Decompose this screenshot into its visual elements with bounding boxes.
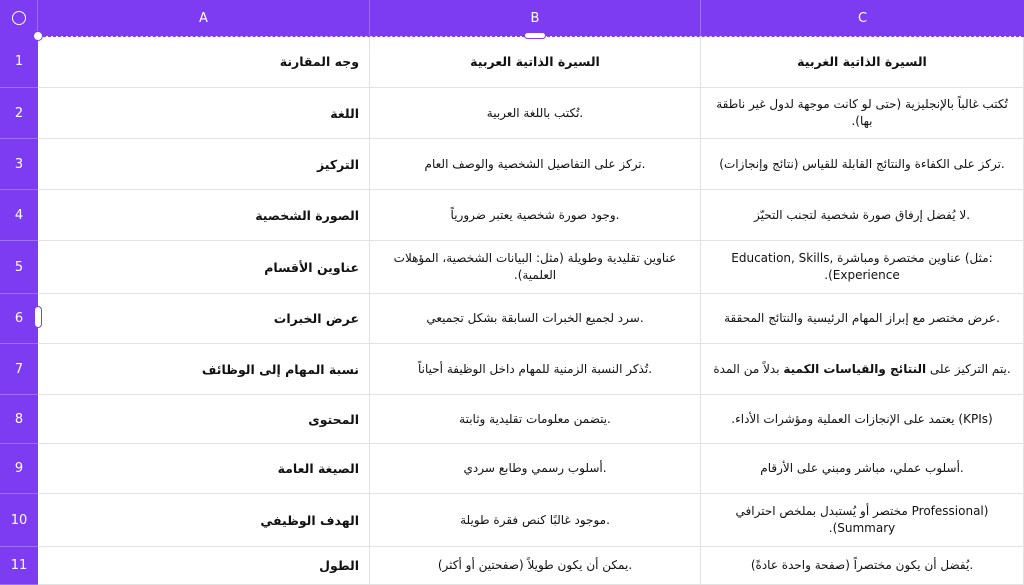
row-header[interactable]: 2 — [0, 88, 38, 139]
cell-a[interactable]: عناوين الأقسام — [38, 241, 370, 294]
cell-c[interactable]: .لا يُفضل إرفاق صورة شخصية لتجنب التحيّز — [701, 190, 1024, 241]
row-header[interactable]: 3 — [0, 139, 38, 190]
column-header-a[interactable]: A — [38, 0, 370, 36]
cell-c[interactable]: .تركز على الكفاءة والنتائج القابلة للقياس (نتائج وإنجازات) — [701, 139, 1024, 190]
cell-c[interactable]: السيرة الذاتية الغربية — [701, 36, 1024, 88]
resize-handle-left[interactable] — [34, 306, 42, 328]
circle-icon — [12, 11, 26, 25]
row-header[interactable]: 7 — [0, 344, 38, 395]
select-all-button[interactable] — [0, 0, 38, 36]
cell-c[interactable]: (KPIs) يعتمد على الإنجازات العملية ومؤشرات الأداء. — [701, 395, 1024, 444]
row-header[interactable]: 6 — [0, 294, 38, 344]
row-header[interactable]: 8 — [0, 395, 38, 444]
cell-a[interactable]: الصورة الشخصية — [38, 190, 370, 241]
row-header[interactable]: 10 — [0, 494, 38, 547]
cell-c[interactable]: (Professional مختصر أو يُستبدل بملخص احترافي Summary). — [701, 494, 1024, 547]
cell-a[interactable]: نسبة المهام إلى الوظائف — [38, 344, 370, 395]
column-header-c[interactable]: C — [701, 0, 1024, 36]
cell-b[interactable]: عناوين تقليدية وطويلة (مثل: البيانات الشخصية، المؤهلات العلمية). — [370, 241, 701, 294]
row-header[interactable]: 1 — [0, 36, 38, 88]
cell-b[interactable]: .تُذكر النسبة الزمنية للمهام داخل الوظيفة أحياناً — [370, 344, 701, 395]
resize-handle-corner[interactable] — [33, 31, 43, 41]
cell-a[interactable]: التركيز — [38, 139, 370, 190]
cell-b[interactable]: .سرد لجميع الخبرات السابقة بشكل تجميعي — [370, 294, 701, 344]
row-header[interactable]: 9 — [0, 444, 38, 494]
cell-b[interactable]: .وجود صورة شخصية يعتبر ضرورياً — [370, 190, 701, 241]
cell-c[interactable]: تُكتب غالباً بالإنجليزية (حتى لو كانت موجهة لدول غير ناطقة بها). — [701, 88, 1024, 139]
cell-b[interactable]: .تركز على التفاصيل الشخصية والوصف العام — [370, 139, 701, 190]
cell-b[interactable]: .يمكن أن يكون طويلاً (صفحتين أو أكثر) — [370, 547, 701, 585]
column-header-b[interactable]: B — [370, 0, 701, 36]
cell-text: .يتم التركيز على — [926, 361, 1011, 376]
resize-handle-top[interactable] — [524, 32, 546, 39]
cell-text: بدلاً من المدة — [713, 361, 784, 376]
cell-c[interactable]: .يُفضل أن يكون مختصراً (صفحة واحدة عادةً) — [701, 547, 1024, 585]
cell-bold-text: النتائج والقياسات الكمية — [783, 361, 927, 376]
row-header[interactable]: 5 — [0, 241, 38, 294]
cell-a[interactable]: الهدف الوظيفي — [38, 494, 370, 547]
cell-b[interactable]: .تُكتب باللغة العربية — [370, 88, 701, 139]
cell-b[interactable]: السيرة الذاتية العربية — [370, 36, 701, 88]
cell-a[interactable]: وجه المقارنة — [38, 36, 370, 88]
cell-b[interactable]: .أسلوب رسمي وطابع سردي — [370, 444, 701, 494]
cell-c[interactable] — [701, 344, 1024, 395]
cell-c[interactable]: :مثل) عناوين مختصرة ومباشرة Education, Skills, Experience). — [701, 241, 1024, 294]
cell-c[interactable]: .أسلوب عملي، مباشر ومبني على الأرقام — [701, 444, 1024, 494]
cell-a[interactable]: المحتوى — [38, 395, 370, 444]
cell-a[interactable]: الصيغة العامة — [38, 444, 370, 494]
cell-b[interactable]: .موجود غالبًا كنص فقرة طويلة — [370, 494, 701, 547]
cell-a[interactable]: عرض الخبرات — [38, 294, 370, 344]
row-header[interactable]: 4 — [0, 190, 38, 241]
cell-b[interactable]: .يتضمن معلومات تقليدية وثابتة — [370, 395, 701, 444]
cell-a[interactable]: الطول — [38, 547, 370, 585]
row-header[interactable]: 11 — [0, 547, 38, 585]
cell-a[interactable]: اللغة — [38, 88, 370, 139]
cell-c[interactable]: .عرض مختصر مع إبراز المهام الرئيسية والنتائج المحققة — [701, 294, 1024, 344]
